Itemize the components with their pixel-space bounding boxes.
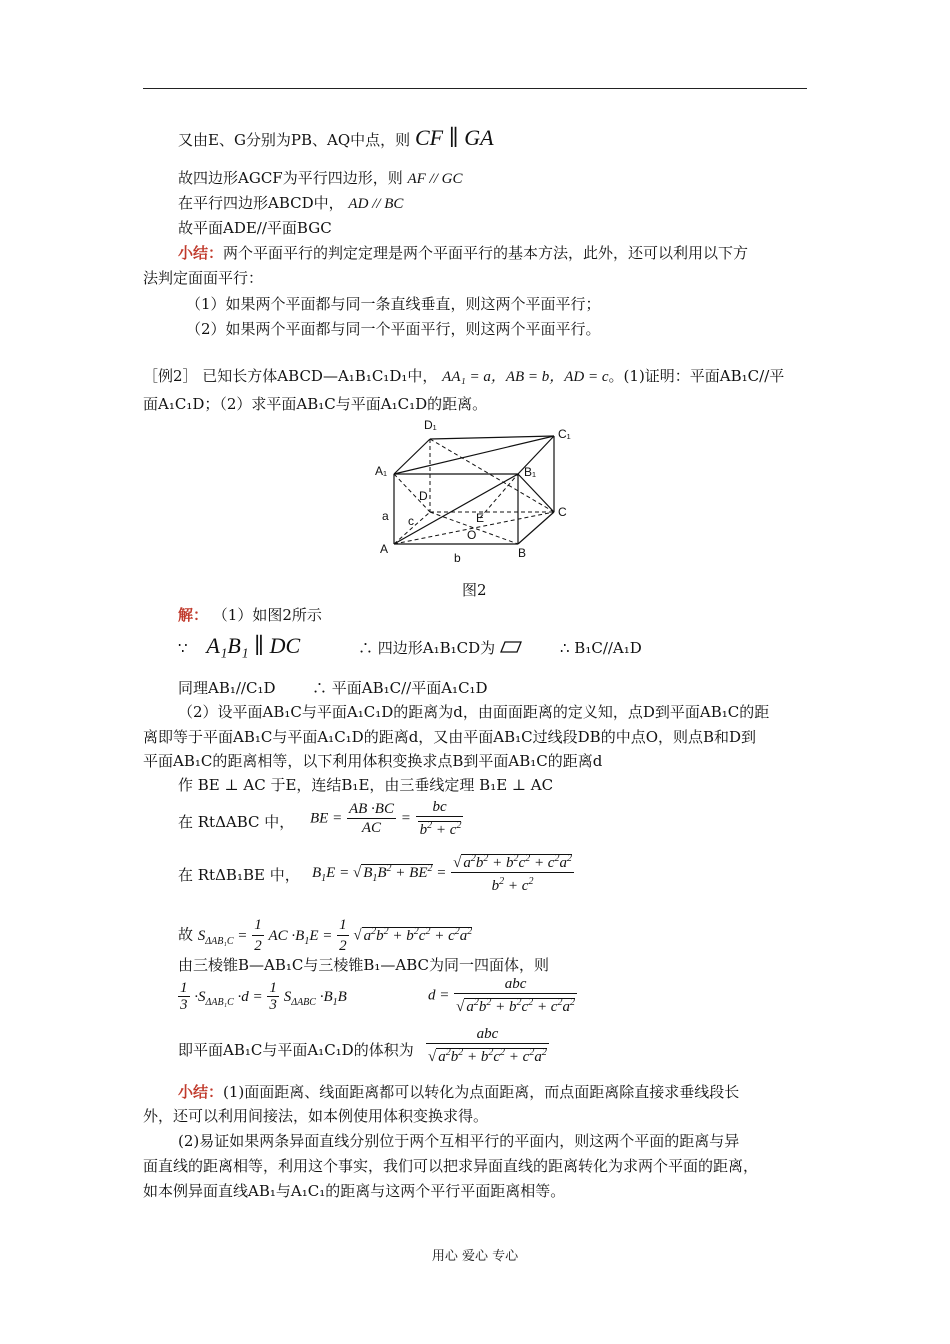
label-d: D xyxy=(419,489,428,503)
label-edge-b: b xyxy=(454,551,461,562)
fraction: $\frac{\text{abc}}{√ a^2b^2 + b^2c^2 + c^2a^2}$ xyxy=(428,1026,547,1065)
summary-line xyxy=(178,243,748,263)
label-e: E xyxy=(476,511,485,525)
text-line: 平面AB₁C的距离相等，以下利用体积变换求点B到平面AB₁C的距离d xyxy=(143,752,603,770)
text-line: 在 RtΔABC 中， xyxy=(178,813,295,831)
label-a: A xyxy=(380,542,389,556)
text: 在平行四边形ABCD中， xyxy=(178,194,344,212)
text-line xyxy=(358,638,522,658)
text-line: 同理AB₁//C₁D xyxy=(178,679,276,697)
math-expression: AA₁ = a，AB = b，AD = c xyxy=(442,369,609,385)
fraction: $\frac{bc}{b^2 + c^2}$ xyxy=(416,798,464,839)
diag-ab1 xyxy=(394,474,518,544)
edge-d1c1 xyxy=(430,436,554,439)
text-line xyxy=(178,125,494,150)
label-edge-a: a xyxy=(382,509,389,523)
text: ［例2］ 已知长方体ABCD—A₁B₁C₁D₁中， xyxy=(143,367,438,385)
fraction: $\frac{1}{2}$ xyxy=(254,917,262,954)
text-line: 故平面ADE//平面BGC xyxy=(178,219,332,237)
text: 两个平面平行的判定定理是两个平面平行的基本方法，此外，还可以利用以下方 xyxy=(223,244,749,262)
example-line xyxy=(143,366,784,387)
text: ∴ 四边形A₁B₁CD为 xyxy=(358,639,496,657)
diag-b1c xyxy=(518,474,554,512)
label-c: C xyxy=(558,505,567,519)
fraction: $\frac{1}{3}$ xyxy=(269,980,277,1013)
fraction: $\frac{1}{3}$ xyxy=(180,980,188,1013)
label-b: B xyxy=(518,546,527,560)
because-symbol: ∵ xyxy=(178,639,188,657)
fraction: $\frac{\text{abc}}{√ a^2b^2 + b^2c^2 + c^2a^2}$ xyxy=(456,976,575,1015)
text-line: 面直线的距离相等，利用这个事实，我们可以把求异面直线的距离转化为求两个平面的距离， xyxy=(143,1157,759,1175)
formula-d: d = $\frac{\text{abc}}{√ a^2b^2 + b^2c^2 + c^2a^2}$ xyxy=(428,976,575,1015)
fraction: $\frac{AB \cdot BC}{AC}$ xyxy=(348,801,394,836)
text-line: 作 BE ⊥ AC 于E，连结B₁E，由三垂线定理 B₁E ⊥ AC xyxy=(178,776,554,794)
text-line: 面A₁C₁D；（2）求平面AB₁C与平面A₁C₁D的距离。 xyxy=(143,395,488,413)
hidden-eb1 xyxy=(480,474,518,518)
parallelogram-icon xyxy=(500,641,522,653)
edge-a1d1 xyxy=(394,439,430,474)
formula-area: 故 $S_{\Delta AB_1C}$ = $\frac{1}{2}$ AC $\cdot B_1E$ = $\frac{1}{2}$ √ $a^2b^2 + b^2c^2 + c^2a^2$ xyxy=(178,917,473,954)
text-line xyxy=(178,168,462,189)
text-line: 如本例异面直线AB₁与A₁C₁的距离与这两个平行平面距离相等。 xyxy=(143,1182,566,1200)
fraction: $\frac{√ a^2b^2 + b^2c^2 + c^2a^2}{b^2 + c^2}$ xyxy=(451,850,574,895)
text-line: （2）设平面AB₁C与平面A₁C₁D的距离为d，由面面距离的定义知，点D到平面AB₁C的距 xyxy=(178,703,770,721)
label-o: O xyxy=(467,528,477,542)
text: 故四边形AGCF为平行四边形，则 xyxy=(178,169,403,187)
label-edge-c: c xyxy=(408,514,414,528)
summary-label: 小结： xyxy=(178,1083,224,1101)
text-line xyxy=(178,193,403,214)
edge-bc xyxy=(518,512,554,544)
summary-line xyxy=(178,1082,739,1102)
math-expression: AD // BC xyxy=(348,196,404,212)
figure-caption: 图2 xyxy=(462,581,487,599)
label-b1: B₁ xyxy=(524,465,537,479)
formula-b1e: $B_1E$ = √ $B_1B^2 + BE^2$ = $\frac{√ a^2b^2 + b^2c^2 + c^2a^2}{b^2 + c^2}$ xyxy=(312,850,574,895)
solution-line xyxy=(178,605,322,625)
page-footer: 用心 爱心 专心 xyxy=(431,1249,519,1264)
text-line: 外，还可以利用间接法，如本例使用体积变换求得。 xyxy=(143,1107,489,1125)
text-line: 法判定面面平行： xyxy=(143,269,264,287)
text: （1）如图2所示 xyxy=(212,606,322,624)
text-line: 由三棱锥B—AB₁C与三棱锥B₁—ABC为同一四面体，则 xyxy=(178,956,550,974)
label-a1: A₁ xyxy=(375,464,388,478)
header-rule xyxy=(143,88,807,89)
summary-label: 小结： xyxy=(178,244,224,262)
text-line: (2)易证如果两条异面直线分别位于两个互相平行的平面内，则这两个平面的距离与异 xyxy=(178,1132,740,1150)
text-line xyxy=(178,632,300,662)
formula-volume: $\frac{1}{3}$ $\cdot S_{\Delta AB_1C} \cdot d$ = $\frac{1}{3}$ $S_{\Delta ABC} \cdot B_1B$ xyxy=(180,980,347,1013)
list-item: （2）如果两个平面都与同一个平面平行，则这两个平面平行。 xyxy=(186,320,601,338)
label-c1: C₁ xyxy=(558,427,571,441)
text-line: ∴ B₁C//A₁D xyxy=(560,639,642,657)
text: 故 xyxy=(178,925,194,944)
list-item: （1）如果两个平面都与同一条直线垂直，则这两个平面平行； xyxy=(186,295,601,313)
text: (1)面面距离、线面距离都可以转化为点面距离，而点面距离除直接求垂线段长 xyxy=(223,1083,740,1101)
text-line: 在 RtΔB₁BE 中， xyxy=(178,866,300,884)
fraction: $\frac{1}{2}$ xyxy=(339,917,347,954)
math-expression: A₁B₁ ∥ DC xyxy=(206,633,301,658)
math-expression: CF ∥ GA xyxy=(414,125,494,150)
text-line: ∴ 平面AB₁C//平面A₁C₁D xyxy=(312,679,488,697)
math-expression: AF // GC xyxy=(407,171,463,187)
text: 。(1)证明：平面AB₁C//平 xyxy=(608,367,785,385)
label-d1: D₁ xyxy=(424,418,437,432)
formula-be: BE = $\frac{AB \cdot BC}{AC}$ = $\frac{bc}{b^2 + c^2}$ xyxy=(310,799,462,838)
text: 又由E、G分别为PB、AQ中点，则 xyxy=(178,131,411,149)
box-figure xyxy=(372,412,584,562)
formula-volume-result xyxy=(426,1025,549,1066)
text-line: 离即等于平面AB₁C与平面A₁C₁D的距离d，又由平面AB₁C过线段DB的中点O，则点B和D到 xyxy=(143,728,757,746)
solution-label: 解： xyxy=(178,606,209,624)
text-line: 即平面AB₁C与平面A₁C₁D的体积为 xyxy=(178,1041,414,1059)
